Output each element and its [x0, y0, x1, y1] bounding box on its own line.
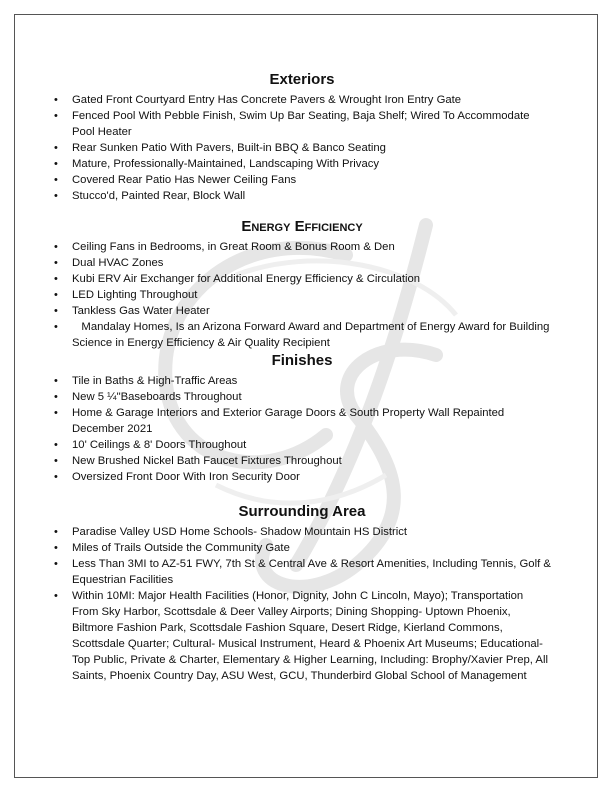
list-item: • Mature, Professionally-Maintained, Landscaping With Privacy [52, 156, 552, 172]
list-item: • Tile in Baths & High-Traffic Areas [52, 373, 552, 389]
finishes-list [52, 373, 552, 485]
section-heading-surrounding-area: Surrounding Area [238, 503, 366, 520]
section-heading-energy-efficiency: Energy Efficiency [241, 218, 363, 235]
list-item: • LED Lighting Throughout [52, 287, 552, 303]
exteriors-list [52, 92, 552, 204]
list-item: • Paradise Valley USD Home Schools- Shadow Mountain HS District [52, 524, 552, 540]
section-surrounding-area [52, 502, 552, 684]
list-item: • Stucco'd, Painted Rear, Block Wall [52, 188, 552, 204]
section-heading-finishes: Finishes [271, 352, 333, 369]
list-item: • Gated Front Courtyard Entry Has Concrete Pavers & Wrought Iron Entry Gate [52, 92, 552, 108]
section-heading-exteriors: Exteriors [269, 71, 335, 88]
list-item: • Miles of Trails Outside the Community Gate [52, 540, 552, 556]
list-item: • Rear Sunken Patio With Pavers, Built-in BBQ & Banco Seating [52, 140, 552, 156]
list-item: • Home & Garage Interiors and Exterior Garage Doors & South Property Wall Repainted December 2021 [52, 405, 552, 437]
list-item: • Fenced Pool With Pebble Finish, Swim Up Bar Seating, Baja Shelf; Wired To Accommodate Pool Heater [52, 108, 552, 140]
list-item: • Dual HVAC Zones [52, 255, 552, 271]
list-item: • New 5 ¼"Baseboards Throughout [52, 389, 552, 405]
surrounding-list [52, 524, 552, 684]
list-item: • Tankless Gas Water Heater [52, 303, 552, 319]
list-item: • Mandalay Homes, Is an Arizona Forward Award and Department of Energy Award for Building Science in Energy Efficiency & Air Quality Recipient [52, 319, 552, 351]
energy-list [52, 239, 552, 351]
list-item: • Oversized Front Door With Iron Security Door [52, 469, 552, 485]
list-item: • New Brushed Nickel Bath Faucet Fixtures Throughout [52, 453, 552, 469]
list-item: • Less Than 3MI to AZ-51 FWY, 7th St & Central Ave & Resort Amenities, Including Tennis, Golf & Equestrian Facilities [52, 556, 552, 588]
list-item: • Ceiling Fans in Bedrooms, in Great Room & Bonus Room & Den [52, 239, 552, 255]
section-energy-efficiency [52, 217, 552, 351]
section-exteriors [52, 70, 552, 204]
list-item: • 10' Ceilings & 8' Doors Throughout [52, 437, 552, 453]
section-finishes [52, 351, 552, 485]
list-item: • Within 10MI: Major Health Facilities (Honor, Dignity, John C Lincoln, Mayo); Transportation From Sky Harbor, Scottsdale & Deer Valley Airports; Dining Shopping- Uptown Phoenix, Biltmore Fashion Park, Scottsdale Fashion Square, Desert Ridge, Kierland Commons, Scottsdale Quarter; Cultural- Musical Instrument, Heard & Phoenix Art Museums; Educational- Top Public, Private & Charter, Elementary & Higher Learning, Including: Brophy/Xavier Prep, All Saints, Phoenix Country Day, ASU West, GCU, Thunderbird Global School of Management [52, 588, 552, 684]
document-body [52, 70, 552, 684]
list-item: • Covered Rear Patio Has Newer Ceiling Fans [52, 172, 552, 188]
list-item: • Kubi ERV Air Exchanger for Additional Energy Efficiency & Circulation [52, 271, 552, 287]
